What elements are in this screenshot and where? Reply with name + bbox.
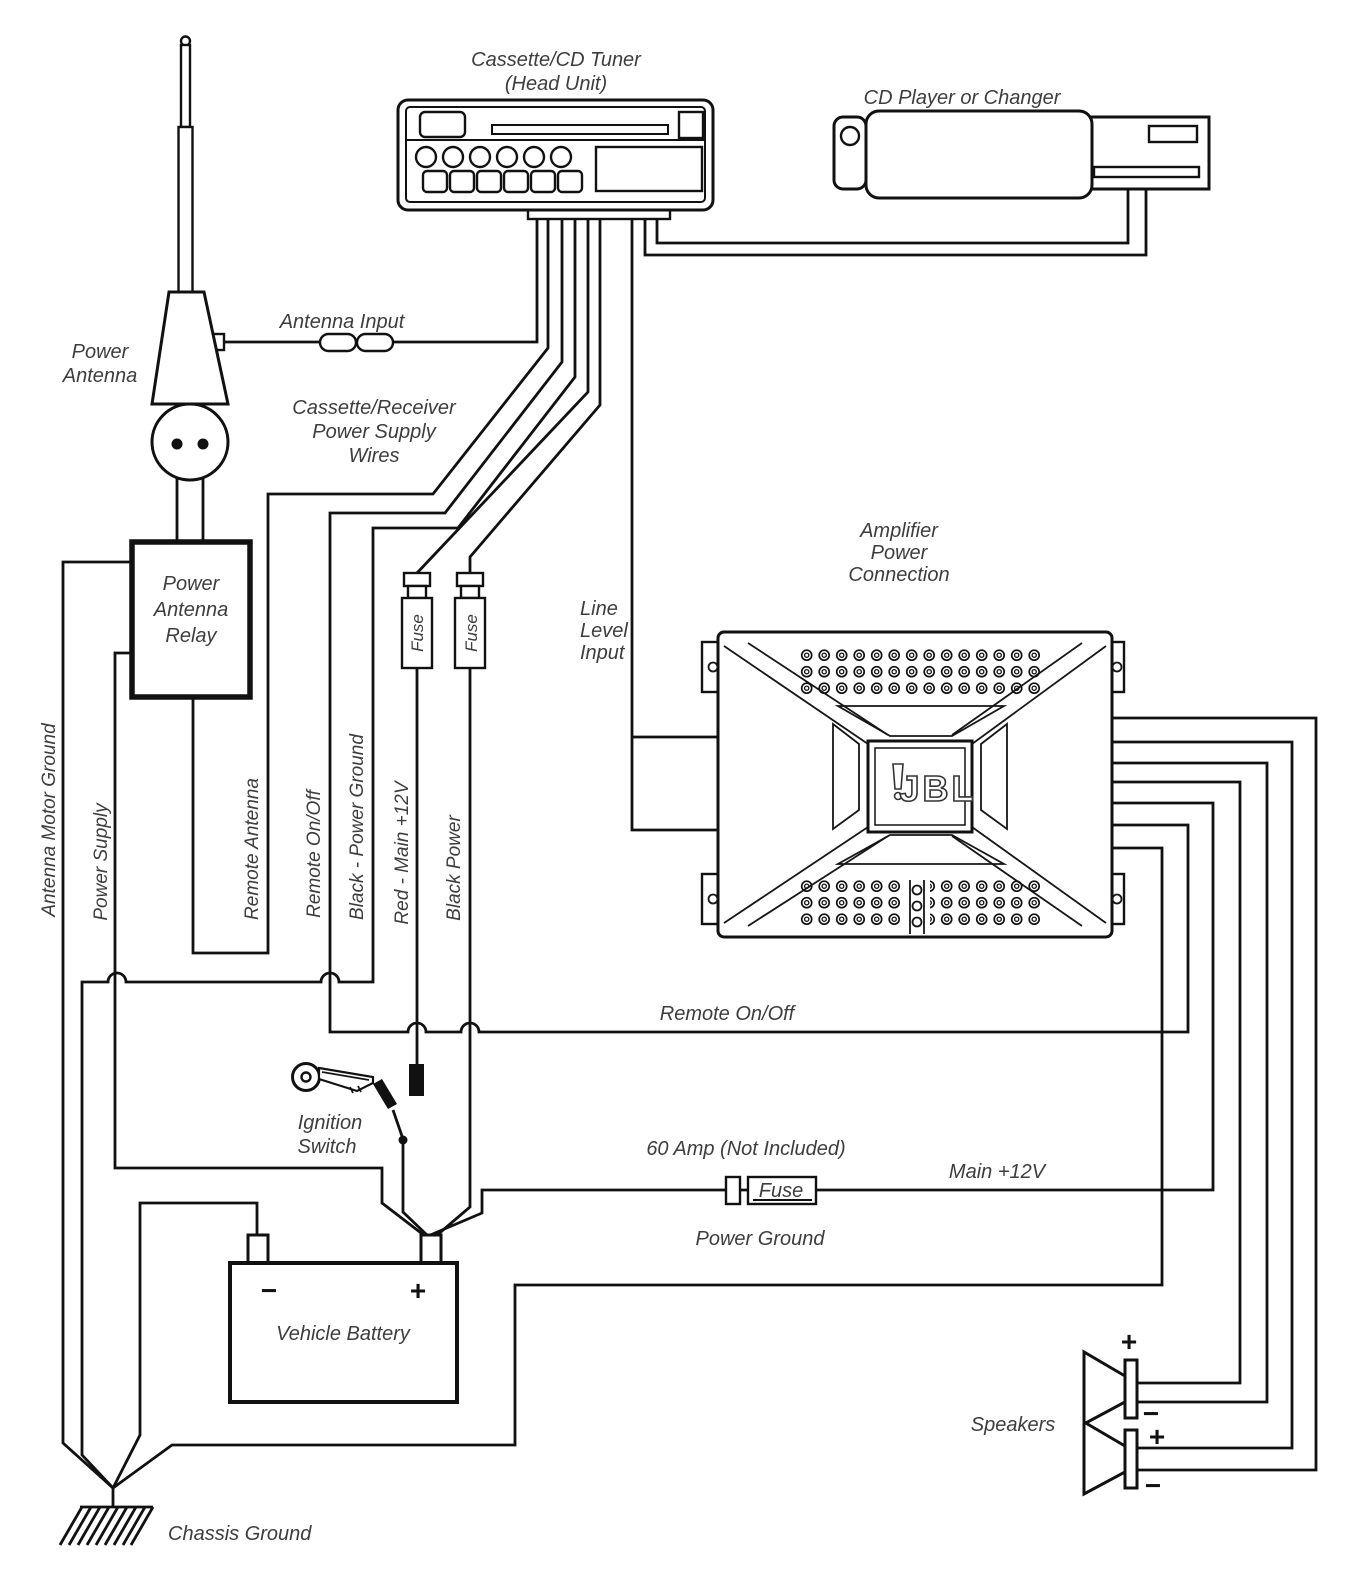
cd-player-title: CD Player or Changer — [863, 87, 1061, 109]
chassis-ground — [60, 1488, 312, 1545]
antenna-terminal-2 — [198, 439, 209, 450]
antenna-body — [152, 292, 228, 404]
red-main-12v-label: Red - Main +12V — [392, 781, 413, 925]
speaker2-plus: + — [1148, 1421, 1166, 1452]
bundle-label-3: Wires — [348, 445, 400, 467]
head-unit-title-1: Cassette/CD Tuner — [471, 49, 641, 71]
line-level-label-3: Input — [580, 642, 625, 664]
relay-label-1: Power — [162, 573, 220, 595]
speaker-1 — [1084, 1326, 1159, 1429]
head-unit — [398, 49, 713, 219]
battery-plus-sign: + — [409, 1275, 427, 1306]
switch-pivot — [399, 1136, 408, 1145]
speaker1-plus-wire — [1112, 782, 1240, 1383]
fuse-1 — [402, 573, 432, 668]
fuse-60amp-label: Fuse — [758, 1180, 804, 1202]
ignition-switch — [293, 1064, 425, 1159]
switch-terminal — [409, 1064, 424, 1096]
amp-vents-top — [798, 648, 1043, 697]
cd-player-slot-top — [1149, 126, 1197, 142]
relay-label-2: Antenna — [153, 599, 229, 621]
power-antenna-relay — [132, 542, 250, 697]
ignition-label-1: Ignition — [297, 1112, 363, 1134]
black-power-wire-bottom — [436, 668, 470, 1236]
power-antenna-label-2: Antenna — [62, 365, 138, 387]
eject-button — [679, 112, 703, 138]
switch-lever — [373, 1079, 397, 1109]
bundle-label — [292, 397, 457, 467]
cd-player-body — [866, 111, 1092, 198]
cd-player-slot-bottom — [1094, 167, 1199, 177]
fuse-2-label: Fuse — [462, 614, 481, 652]
speaker1-minus-wire — [1112, 763, 1267, 1402]
antenna-terminal-1 — [172, 439, 183, 450]
remote-on-off-run-label: Remote On/Off — [659, 1003, 795, 1025]
ignition-label-2: Switch — [297, 1136, 357, 1158]
power-antenna-label-1: Power — [71, 341, 129, 363]
speaker1-plus: + — [1120, 1326, 1138, 1357]
speakers — [971, 1326, 1165, 1501]
cd-player-hole — [841, 127, 859, 145]
battery-post-plus — [421, 1235, 441, 1265]
speaker1-minus: − — [1142, 1398, 1160, 1429]
cd-player — [834, 87, 1209, 198]
ground-hatch — [60, 1507, 153, 1545]
amplifier-label-1: Amplifier — [860, 520, 938, 542]
fuse-60amp — [726, 1177, 816, 1204]
antenna-motor-ground-label: Antenna Motor Ground — [39, 723, 60, 917]
line-level-label-1: Line — [580, 598, 618, 620]
battery-minus-sign: − — [260, 1275, 278, 1306]
chassis-ground-label: Chassis Ground — [168, 1523, 312, 1545]
amplifier — [702, 520, 1124, 937]
black-power-ground-label: Black - Power Ground — [347, 734, 368, 920]
power-supply-wire — [115, 653, 425, 1236]
remote-antenna-label: Remote Antenna — [242, 778, 263, 920]
bundle-label-2: Power Supply — [312, 421, 436, 443]
vehicle-battery — [230, 1235, 457, 1402]
inline-fuses — [402, 573, 485, 668]
line-level-wire — [632, 219, 718, 830]
head-unit-title-2: (Head Unit) — [504, 73, 608, 95]
antenna-plug-1 — [320, 334, 356, 351]
wire-labels — [39, 722, 465, 925]
antenna-input-label: Antenna Input — [279, 311, 405, 333]
speaker2-minus: − — [1144, 1470, 1162, 1501]
amplifier-label-2: Power — [870, 542, 928, 564]
speakers-label: Speakers — [970, 1414, 1056, 1436]
antenna-plug-2 — [357, 334, 393, 351]
key-hole — [302, 1073, 311, 1082]
60amp-label: 60 Amp (Not Included) — [646, 1138, 846, 1160]
relay-label-3: Relay — [165, 625, 217, 647]
antenna-base — [152, 404, 228, 480]
black-power-label: Black Power — [444, 815, 465, 921]
main-12v-label: Main +12V — [948, 1161, 1046, 1183]
cassette-door — [420, 112, 465, 137]
jbl-logo: JBL — [899, 768, 977, 809]
fuse-1-label: Fuse — [408, 614, 427, 652]
power-ground-label: Power Ground — [695, 1228, 825, 1250]
amp-bottom-notch — [904, 877, 930, 934]
speaker-2 — [1084, 1421, 1165, 1501]
head-unit-display — [596, 147, 702, 191]
line-level-label-2: Level — [580, 620, 628, 642]
fuse-2 — [455, 573, 485, 668]
antenna-mast-2 — [179, 127, 193, 292]
battery-label: Vehicle Battery — [276, 1323, 410, 1345]
battery-post-minus — [248, 1235, 268, 1265]
amplifier-label-3: Connection — [848, 564, 950, 586]
line-level-label — [580, 598, 628, 664]
remote-on-off-label: Remote On/Off — [304, 790, 325, 918]
antenna-input-wire — [393, 219, 537, 342]
bundle-label-1: Cassette/Receiver — [292, 397, 456, 419]
antenna-mast-1 — [181, 45, 190, 127]
antenna-motor-ground-wire — [63, 562, 132, 1488]
power-supply-label: Power Supply — [91, 803, 112, 921]
